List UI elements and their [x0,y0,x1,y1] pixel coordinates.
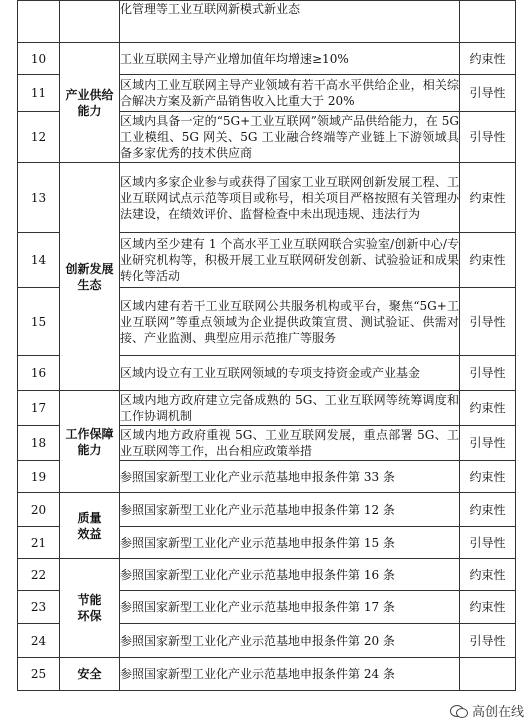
indicator-description: 参照国家新型工业化产业示范基地申报条件第 20 条 [120,624,460,658]
indicator-description: 区域内地方政府重视 5G、工业互联网发展，重点部署 5G、工业互联网等工作，出台相应政策举措 [120,426,460,461]
indicator-type: 约束性 [460,461,516,493]
row-number: 19 [18,461,60,493]
table-row [18,163,516,233]
indicator-description: 参照国家新型工业化产业示范基地申报条件第 12 条 [120,493,460,527]
category-safety [60,658,120,691]
indicator-description: 参照国家新型工业化产业示范基地申报条件第 33 条 [120,461,460,493]
row-number: 16 [18,356,60,391]
indicator-description: 区域内至少建有 1 个高水平工业互联网联合实验室/创新中心/专业研究机构等，积极开展工业互联网研发创新、试验验证和成果转化等活动 [120,233,460,288]
table-row [18,559,516,591]
indicator-type: 引导性 [460,75,516,112]
indicator-type: 引导性 [460,112,516,163]
row-number: 11 [18,75,60,112]
row-number: 15 [18,288,60,356]
indicator-type: 约束性 [460,559,516,591]
table-row [18,391,516,426]
indicator-description: 区域内地方政府建立完备成熟的 5G、工业互联网等统筹调度和工作协调机制 [120,391,460,426]
table-row [18,43,516,75]
row-number: 25 [18,658,60,691]
category-label-line1: 质量 [77,510,102,525]
row-number [18,1,60,43]
row-number: 18 [18,426,60,461]
indicator-description: 参照国家新型工业化产业示范基地申报条件第 24 条 [120,658,460,691]
table-row [18,493,516,527]
row-number: 23 [18,591,60,624]
indicator-type [460,1,516,43]
indicator-table [17,0,516,691]
category-label-line2: 能力 [77,442,102,457]
row-number: 21 [18,527,60,559]
table-row [18,658,516,691]
row-number: 22 [18,559,60,591]
row-number: 12 [18,112,60,163]
indicator-type [460,658,516,691]
indicator-type: 引导性 [460,624,516,658]
row-number: 17 [18,391,60,426]
indicator-type: 约束性 [460,233,516,288]
indicator-description: 区域内建有若干工业互联网公共服务机构或平台，聚焦“5G+工业互联网”等重点领域为企业提供政策宣贯、测试验证、供需对接、产业监测、典型应用示范推广等服务 [120,288,460,356]
row-number: 13 [18,163,60,233]
indicator-type: 约束性 [460,493,516,527]
category-label-line1: 节能 [77,593,102,607]
indicator-type: 约束性 [460,43,516,75]
category-quality-benefit [60,493,120,559]
indicator-description: 参照国家新型工业化产业示范基地申报条件第 17 条 [120,591,460,624]
category-work-guarantee [60,391,120,493]
indicator-type: 引导性 [460,356,516,391]
indicator-description: 参照国家新型工业化产业示范基地申报条件第 16 条 [120,559,460,591]
category-innovation-ecosystem [60,163,120,391]
category-label-line2: 环保 [77,609,102,623]
category-cell-blank [60,1,120,43]
indicator-description: 化管理等工业互联网新模式新业态 [120,1,460,43]
indicator-type: 引导性 [460,288,516,356]
indicator-type: 约束性 [460,163,516,233]
row-number: 14 [18,233,60,288]
category-label-line2: 生态 [77,277,102,292]
watermark-text: 高创在线 [471,705,524,720]
category-label-line1: 工作保障 [65,426,114,441]
indicator-description: 工业互联网主导产业增加值年均增速≥10% [120,43,460,75]
indicator-type: 引导性 [460,527,516,559]
wechat-icon [450,704,468,718]
table-row [18,1,516,43]
category-label-line1: 产业供给 [65,87,114,102]
category-label-line1: 创新发展 [65,261,114,276]
row-number: 20 [18,493,60,527]
category-energy-environment [60,559,120,658]
indicator-table-page [17,0,515,712]
indicator-description: 区域内工业互联网主导产业领域有若干高水平供给企业，相关综合解决方案及新产品销售收入比重大于 20% [120,75,460,112]
indicator-type: 引导性 [460,426,516,461]
indicator-type: 约束性 [460,591,516,624]
indicator-description: 参照国家新型工业化产业示范基地申报条件第 15 条 [120,527,460,559]
indicator-description: 区域内具备一定的“5G+工业互联网”领域产品供给能力，在 5G 工业模组、5G 网关、5G 工业融合终端等产业链上下游领域具备多家优秀的技术供应商 [120,112,460,163]
account-watermark [450,701,524,720]
category-label-line2: 能力 [77,103,102,118]
row-number: 24 [18,624,60,658]
indicator-description: 区域内设立有工业互联网领域的专项支持资金或产业基金 [120,356,460,391]
indicator-type: 约束性 [460,391,516,426]
category-label-line2: 效益 [77,526,102,541]
indicator-description: 区域内多家企业参与或获得了国家工业互联网创新发展工程、工业互联网试点示范等项目或称号，相关项目严格按照有关管理办法建设，在绩效评价、监督检查中未出现违规、违法行为 [120,163,460,233]
category-industry-supply [60,43,120,163]
row-number: 10 [18,43,60,75]
category-label-line1: 安全 [77,667,102,681]
